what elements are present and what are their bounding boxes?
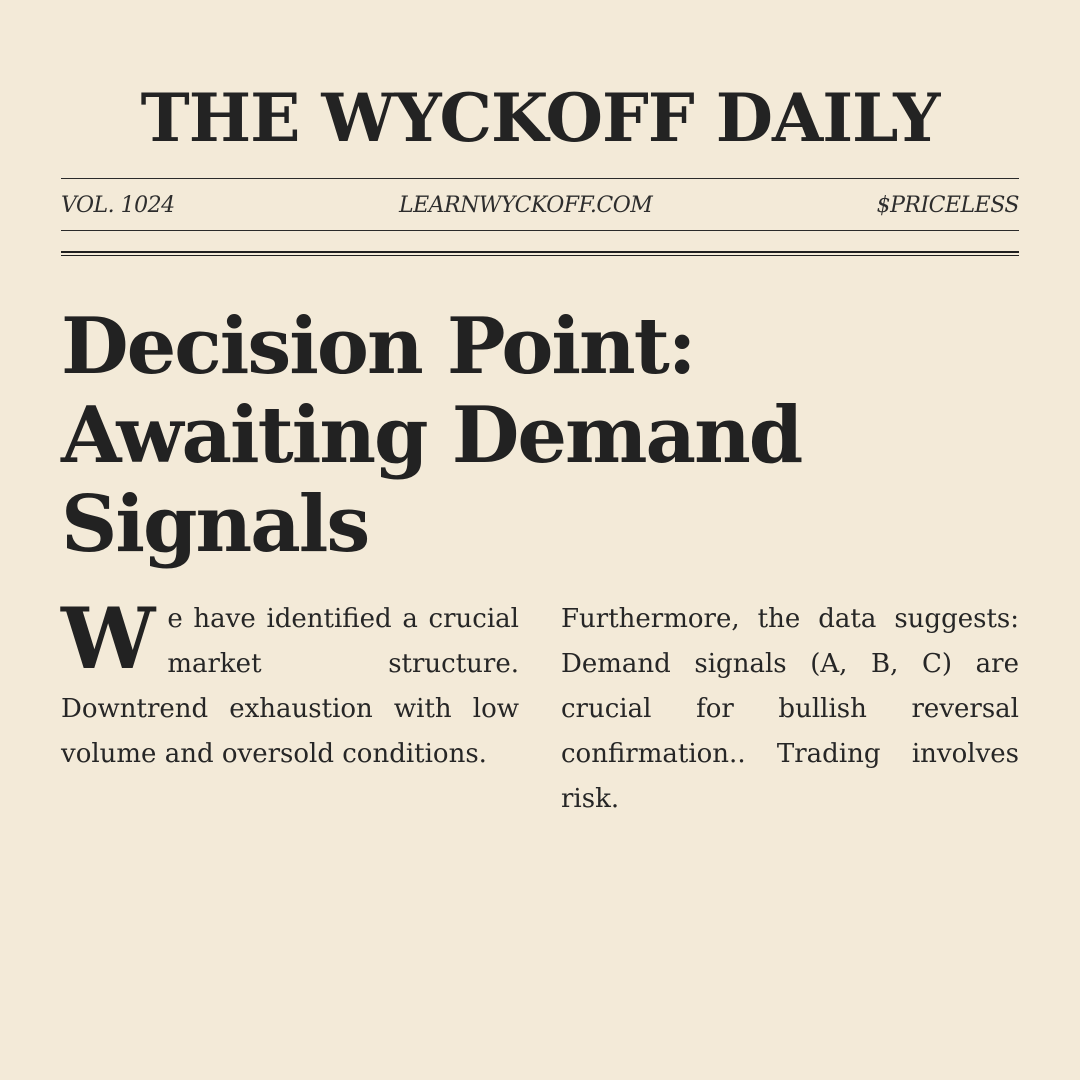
site-label: LEARNWYCKOFF.COM	[398, 192, 653, 218]
article-body	[61, 589, 1019, 822]
column-right-text: Furthermore, the data suggests: Demand signals (A, B, C) are crucial for bullish reversal confirmation.. Trading involves risk.	[561, 604, 1019, 814]
volume-label: VOL. 1024	[61, 192, 175, 218]
double-rule-thick	[61, 251, 1019, 253]
masthead-rule-top	[61, 178, 1019, 179]
article-headline: Decision Point: Awaiting Demand Signals	[61, 301, 802, 570]
double-rule-thin	[61, 255, 1019, 256]
price-label: $PRICELESS	[876, 192, 1019, 218]
drop-cap: W	[61, 589, 156, 688]
info-bar	[61, 188, 1019, 222]
article-column-left	[61, 589, 519, 822]
column-left-text: e have identified a crucial market structure. Downtrend exhaustion with low volume and oversold conditions.	[61, 604, 519, 769]
info-bar-rule-bottom	[61, 230, 1019, 231]
article-column-right	[561, 597, 1019, 822]
masthead-title: THE WYCKOFF DAILY	[140, 79, 940, 157]
